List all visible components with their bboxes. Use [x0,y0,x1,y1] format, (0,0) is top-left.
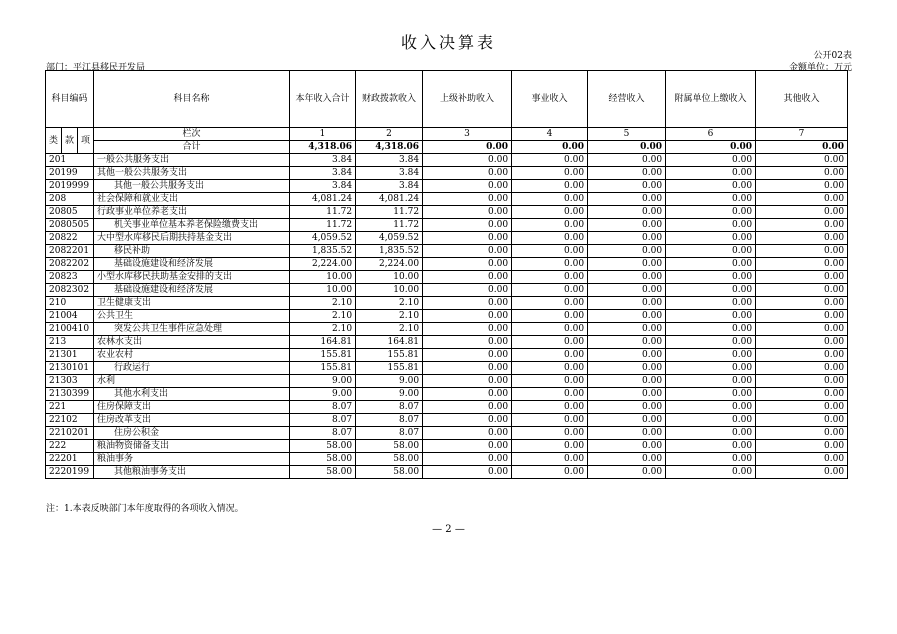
amount-cell: 0.00 [588,375,666,388]
amount-cell: 3.84 [356,167,423,180]
amount-cell: 0.00 [588,440,666,453]
table-row [46,219,848,232]
amount-cell: 0.00 [512,284,588,297]
subject-code: 20823 [46,271,94,284]
amount-cell: 0.00 [512,297,588,310]
table-row [46,284,848,297]
amount-cell: 0.00 [512,440,588,453]
subject-code: 21004 [46,310,94,323]
amount-cell: 0.00 [588,258,666,271]
amount-cell: 0.00 [512,362,588,375]
amount-cell: 9.00 [290,375,356,388]
subject-name: 行政运行 [94,362,290,375]
amount-cell: 58.00 [356,440,423,453]
amount-cell: 0.00 [423,258,512,271]
amount-cell: 10.00 [290,284,356,297]
table-row [46,401,848,414]
amount-cell: 0.00 [512,453,588,466]
table-row [46,167,848,180]
amount-cell: 10.00 [356,271,423,284]
page-title: 收入决算表 [400,33,496,52]
amount-cell: 10.00 [356,284,423,297]
amount-cell: 0.00 [423,219,512,232]
amount-cell: 0.00 [666,180,756,193]
amount-cell: 0.00 [756,284,848,297]
amount-cell: 0.00 [666,401,756,414]
amount-cell: 0.00 [423,206,512,219]
amount-cell: 0.00 [512,401,588,414]
amount-cell: 0.00 [512,232,588,245]
amount-cell: 0.00 [666,284,756,297]
amount-cell: 0.00 [588,297,666,310]
amount-cell: 0.00 [756,440,848,453]
amount-cell: 2,224.00 [356,258,423,271]
amount-cell: 0.00 [756,349,848,362]
table-row [46,206,848,219]
table-row [46,336,848,349]
header-fiscal: 财政拨款收入 [356,71,423,128]
amount-cell: 0.00 [666,414,756,427]
amount-cell: 0.00 [666,440,756,453]
amount-cell: 58.00 [290,466,356,479]
amount-cell: 0.00 [588,284,666,297]
subject-name: 水利 [94,375,290,388]
amount-cell: 0.00 [666,323,756,336]
subject-code: 21301 [46,349,94,362]
subject-name: 住房公积金 [94,427,290,440]
amount-cell: 0.00 [756,167,848,180]
amount-cell: 0.00 [423,284,512,297]
subject-name: 机关事业单位基本养老保险缴费支出 [94,219,290,232]
amount-cell: 0.00 [756,232,848,245]
col-number: 6 [666,128,756,141]
amount-cell: 11.72 [290,219,356,232]
amount-cell: 0.00 [756,180,848,193]
amount-cell: 155.81 [290,362,356,375]
header-lei: 类 [46,128,62,154]
amount-cell: 0.00 [756,323,848,336]
amount-cell: 0.00 [512,336,588,349]
amount-cell: 0.00 [588,245,666,258]
amount-cell: 0.00 [423,453,512,466]
subject-name: 基础设施建设和经济发展 [94,284,290,297]
amount-cell: 0.00 [512,414,588,427]
subject-code: 2100410 [46,323,94,336]
table-row [46,310,848,323]
amount-cell: 0.00 [756,401,848,414]
amount-cell: 0.00 [756,427,848,440]
amount-cell: 0.00 [512,219,588,232]
subject-name: 移民补助 [94,245,290,258]
amount-cell: 8.07 [356,414,423,427]
amount-cell: 0.00 [666,349,756,362]
total-value: 0.00 [423,141,512,154]
amount-cell: 0.00 [423,167,512,180]
amount-cell: 0.00 [423,414,512,427]
col-number: 2 [356,128,423,141]
amount-cell: 0.00 [756,271,848,284]
subject-code: 2082201 [46,245,94,258]
page-number: — 2 — [432,524,465,535]
amount-cell: 155.81 [290,349,356,362]
subject-name: 小型水库移民扶助基金安排的支出 [94,271,290,284]
col-number: 5 [588,128,666,141]
subject-name: 粮油事务 [94,453,290,466]
subject-code: 2130101 [46,362,94,375]
amount-cell: 0.00 [666,388,756,401]
amount-cell: 1,835.52 [290,245,356,258]
amount-cell: 0.00 [512,258,588,271]
subject-code: 208 [46,193,94,206]
amount-cell: 0.00 [423,362,512,375]
total-value: 0.00 [512,141,588,154]
subject-code: 2220199 [46,466,94,479]
amount-cell: 164.81 [290,336,356,349]
amount-cell: 4,059.52 [290,232,356,245]
amount-cell: 0.00 [512,427,588,440]
amount-cell: 0.00 [423,180,512,193]
amount-cell: 0.00 [512,193,588,206]
subject-code: 20805 [46,206,94,219]
column-label: 栏次 [94,128,290,141]
amount-cell: 58.00 [290,453,356,466]
amount-cell: 0.00 [423,245,512,258]
table-row [46,440,848,453]
amount-cell: 0.00 [756,297,848,310]
subject-code: 22201 [46,453,94,466]
amount-cell: 0.00 [423,466,512,479]
amount-cell: 0.00 [588,167,666,180]
subject-name: 住房改革支出 [94,414,290,427]
subject-code: 2019999 [46,180,94,193]
amount-cell: 0.00 [423,154,512,167]
amount-cell: 0.00 [512,388,588,401]
total-value: 0.00 [666,141,756,154]
subject-name: 基础设施建设和经济发展 [94,258,290,271]
amount-cell: 0.00 [666,466,756,479]
amount-cell: 0.00 [423,388,512,401]
amount-cell: 0.00 [423,375,512,388]
amount-cell: 0.00 [666,336,756,349]
amount-cell: 0.00 [423,232,512,245]
amount-cell: 0.00 [756,388,848,401]
table-row [46,323,848,336]
amount-cell: 4,059.52 [356,232,423,245]
table-row [46,297,848,310]
amount-cell: 0.00 [588,362,666,375]
amount-cell: 0.00 [588,401,666,414]
amount-cell: 2.10 [290,323,356,336]
amount-cell: 0.00 [588,180,666,193]
amount-cell: 0.00 [512,180,588,193]
amount-cell: 8.07 [290,414,356,427]
table-row [46,258,848,271]
amount-cell: 0.00 [756,336,848,349]
table-row [46,180,848,193]
subject-name: 社会保障和就业支出 [94,193,290,206]
amount-cell: 0.00 [756,453,848,466]
amount-cell: 0.00 [588,414,666,427]
amount-cell: 0.00 [512,271,588,284]
amount-cell: 0.00 [666,427,756,440]
total-value: 0.00 [756,141,848,154]
total-value: 4,318.06 [356,141,423,154]
amount-cell: 3.84 [290,154,356,167]
amount-cell: 0.00 [423,310,512,323]
amount-cell: 0.00 [588,388,666,401]
amount-cell: 0.00 [512,375,588,388]
table-row [46,154,848,167]
amount-cell: 0.00 [666,167,756,180]
amount-cell: 0.00 [588,206,666,219]
amount-cell: 0.00 [666,310,756,323]
header-operating: 经营收入 [588,71,666,128]
header-code: 科目编码 [46,71,94,128]
amount-cell: 4,081.24 [290,193,356,206]
amount-cell: 0.00 [588,310,666,323]
amount-cell: 0.00 [588,232,666,245]
income-table [45,70,848,479]
amount-cell: 9.00 [290,388,356,401]
subject-code: 210 [46,297,94,310]
amount-cell: 3.84 [290,180,356,193]
table-row [46,349,848,362]
table-body [46,154,848,479]
amount-cell: 0.00 [423,336,512,349]
amount-cell: 0.00 [588,349,666,362]
amount-cell: 2.10 [290,297,356,310]
amount-cell: 9.00 [356,375,423,388]
amount-cell: 0.00 [666,297,756,310]
amount-cell: 0.00 [588,193,666,206]
table-row [46,375,848,388]
subject-code: 20199 [46,167,94,180]
amount-cell: 58.00 [356,466,423,479]
amount-cell: 0.00 [423,427,512,440]
amount-cell: 0.00 [423,271,512,284]
amount-cell: 0.00 [666,271,756,284]
total-label: 合计 [94,141,290,154]
amount-cell: 0.00 [512,167,588,180]
amount-cell: 1,835.52 [356,245,423,258]
subject-code: 222 [46,440,94,453]
subject-name: 其他水利支出 [94,388,290,401]
form-number: 公开02表 [813,51,852,61]
amount-unit: 金额单位：万元 [788,63,852,73]
amount-cell: 0.00 [512,310,588,323]
amount-cell: 0.00 [588,323,666,336]
amount-cell: 0.00 [756,466,848,479]
amount-cell: 2.10 [356,310,423,323]
table-row [46,193,848,206]
amount-cell: 0.00 [588,427,666,440]
subject-code: 2082202 [46,258,94,271]
amount-cell: 0.00 [756,310,848,323]
amount-cell: 0.00 [756,414,848,427]
amount-cell: 0.00 [512,323,588,336]
amount-cell: 4,081.24 [356,193,423,206]
amount-cell: 0.00 [666,232,756,245]
subject-name: 农业农村 [94,349,290,362]
subject-code: 221 [46,401,94,414]
amount-cell: 58.00 [356,453,423,466]
subject-name: 一般公共服务支出 [94,154,290,167]
amount-cell: 2.10 [356,323,423,336]
amount-cell: 9.00 [356,388,423,401]
col-number: 7 [756,128,848,141]
amount-cell: 0.00 [666,206,756,219]
amount-cell: 164.81 [356,336,423,349]
amount-cell: 2.10 [290,310,356,323]
total-value: 0.00 [588,141,666,154]
amount-cell: 0.00 [756,245,848,258]
amount-cell: 0.00 [588,219,666,232]
amount-cell: 0.00 [666,362,756,375]
subject-name: 其他粮油事务支出 [94,466,290,479]
subject-name: 粮油物资储备支出 [94,440,290,453]
col-number: 1 [290,128,356,141]
subject-code: 22102 [46,414,94,427]
amount-cell: 0.00 [666,154,756,167]
header-business: 事业收入 [512,71,588,128]
amount-cell: 0.00 [512,466,588,479]
amount-cell: 0.00 [756,154,848,167]
subject-code: 2210201 [46,427,94,440]
subject-code: 21303 [46,375,94,388]
header-kuan: 款 [62,128,78,154]
amount-cell: 0.00 [423,349,512,362]
amount-cell: 3.84 [356,154,423,167]
amount-cell: 0.00 [756,206,848,219]
amount-cell: 0.00 [423,323,512,336]
amount-cell: 8.07 [290,427,356,440]
amount-cell: 0.00 [423,193,512,206]
amount-cell: 155.81 [356,362,423,375]
amount-cell: 0.00 [756,193,848,206]
amount-cell: 10.00 [290,271,356,284]
amount-cell: 8.07 [290,401,356,414]
header-name: 科目名称 [94,71,290,128]
subject-code: 2130399 [46,388,94,401]
amount-cell: 8.07 [356,401,423,414]
amount-cell: 3.84 [356,180,423,193]
table-row [46,362,848,375]
amount-cell: 8.07 [356,427,423,440]
header-affiliated: 附属单位上缴收入 [666,71,756,128]
table-row [46,388,848,401]
amount-cell: 0.00 [666,453,756,466]
amount-cell: 0.00 [588,271,666,284]
header-superior: 上级补助收入 [423,71,512,128]
amount-cell: 0.00 [423,440,512,453]
subject-code: 213 [46,336,94,349]
amount-cell: 0.00 [512,245,588,258]
amount-cell: 0.00 [512,206,588,219]
footnote: 注：1.本表反映部门本年度取得的各项收入情况。 [46,504,244,514]
subject-name: 行政事业单位养老支出 [94,206,290,219]
amount-cell: 0.00 [756,362,848,375]
amount-cell: 0.00 [423,401,512,414]
amount-cell: 0.00 [756,219,848,232]
table-row [46,232,848,245]
header-xiang: 项 [78,128,94,154]
table-row [46,245,848,258]
amount-cell: 58.00 [290,440,356,453]
amount-cell: 11.72 [290,206,356,219]
subject-code: 2080505 [46,219,94,232]
amount-cell: 0.00 [588,336,666,349]
amount-cell: 0.00 [756,375,848,388]
subject-name: 住房保障支出 [94,401,290,414]
subject-name: 突发公共卫生事件应急处理 [94,323,290,336]
col-number: 3 [423,128,512,141]
amount-cell: 0.00 [512,154,588,167]
amount-cell: 0.00 [666,193,756,206]
subject-name: 农林水支出 [94,336,290,349]
amount-cell: 0.00 [756,258,848,271]
amount-cell: 11.72 [356,219,423,232]
amount-cell: 0.00 [512,349,588,362]
amount-cell: 0.00 [423,297,512,310]
amount-cell: 3.84 [290,167,356,180]
subject-name: 其他一般公共服务支出 [94,180,290,193]
amount-cell: 2,224.00 [290,258,356,271]
department-label: 部门：平江县移民开发局 [46,63,146,73]
table-row [46,414,848,427]
amount-cell: 2.10 [356,297,423,310]
subject-code: 201 [46,154,94,167]
subject-name: 卫生健康支出 [94,297,290,310]
amount-cell: 0.00 [588,466,666,479]
header-total: 本年收入合计 [290,71,356,128]
table-row [46,427,848,440]
subject-code: 20822 [46,232,94,245]
amount-cell: 0.00 [666,258,756,271]
subject-name: 公共卫生 [94,310,290,323]
total-value: 4,318.06 [290,141,356,154]
subject-code: 2082302 [46,284,94,297]
amount-cell: 11.72 [356,206,423,219]
amount-cell: 0.00 [666,375,756,388]
col-number: 4 [512,128,588,141]
subject-name: 大中型水库移民后期扶持基金支出 [94,232,290,245]
amount-cell: 0.00 [588,453,666,466]
amount-cell: 0.00 [588,154,666,167]
table-row [46,271,848,284]
amount-cell: 155.81 [356,349,423,362]
amount-cell: 0.00 [666,219,756,232]
table-row [46,466,848,479]
table-row [46,453,848,466]
amount-cell: 0.00 [666,245,756,258]
subject-name: 其他一般公共服务支出 [94,167,290,180]
header-other: 其他收入 [756,71,848,128]
